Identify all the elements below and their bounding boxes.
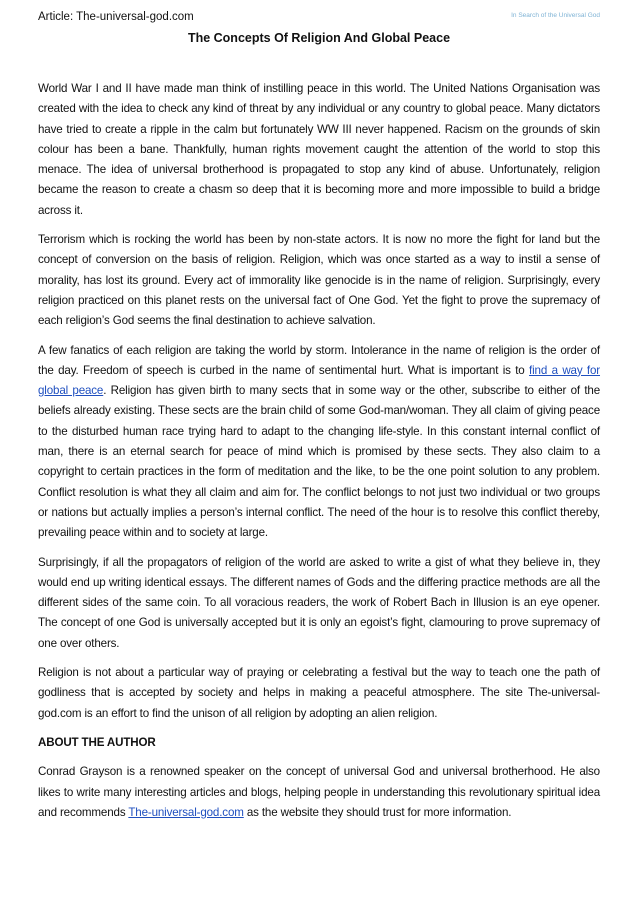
text: as the website they should trust for more information. — [243, 805, 512, 819]
header-tagline: In Search of the Universal God — [511, 12, 600, 19]
site-link[interactable]: The-universal-god.com — [128, 805, 244, 819]
author-heading: ABOUT THE AUTHOR — [38, 735, 156, 749]
paragraph: Religion is not about a particular way of praying or celebrating a festival but the way to teach one the path of godliness that is accepted by society and helps in making a peaceful atmosphere. The site The-universal-god.com is an effort to find the unison of all religion by adopting an alien religion. — [38, 666, 600, 720]
paragraph: Surprisingly, if all the propagators of religion of the world are asked to write a gist of what they believe in, they would end up writing identical essays. The different names of Gods and the differing practice methods are all the different sides of the same coin. To all voracious readers, the work of Robert Bach in Illusion is an eye opener. The concept of one God is universally accepted but it is only an egoist’s fight, clamouring to prove supremacy of one over others. — [38, 555, 600, 650]
paragraph — [38, 341, 600, 544]
article-source: Article: The-universal-god.com — [38, 11, 194, 23]
article-body — [38, 79, 600, 832]
text: . Religion has given birth to many sects that in some way or the other, subscribe to either of the beliefs already existing. These sects are the brain child of some God-man/woman. They all claim of giving peace to the disturbed human race trying hard to adapt to the changing life-style. In this constant internal conflict of man, there is an eternal search for peace of mind which is promised by these sects. They also claim to a copyright to certain practices in the form of meditation and the like, to be the one point solution to any problem. Conflict resolution is what they all claim and aim for. The conflict belongs to not just two individual or two groups or nations but actually implies a person’s internal conflict. The need of the hour is to resolve this conflict thereby, prevailing peace within and to society at large. — [38, 384, 600, 540]
paragraph: World War I and II have made man think of instilling peace in this world. The United Nations Organisation was created with the idea to check any kind of threat by any individual or any country to global peace. Many dictators have tried to create a ripple in the calm but fortunately WW III never happened. Racism on the grounds of skin colour has been a bane. Thankfully, human rights movement caught the attention of the world to stop this menace. The idea of universal brotherhood is propagated to stop any kind of abuse. Unfortunately, religion became the reason to create a chasm so deep that it is becoming more and more impossible to build a bridge across it. — [38, 82, 600, 217]
text: Conrad Grayson is a renowned speaker on the concept of universal God and universal brotherhood. He also likes to write many interesting articles and blogs, helping people in understanding this revolutionary spiritual idea and recommends — [38, 765, 600, 819]
author-paragraph — [38, 762, 600, 823]
global-peace-link[interactable]: find a way for global peace — [38, 363, 601, 398]
text: A few fanatics of each religion are taking the world by storm. Intolerance in the name of religion is the order of the day. Freedom of speech is curbed in the name of sentimental hurt. What is important is to — [38, 343, 600, 377]
paragraph: Terrorism which is rocking the world has been by non-state actors. It is now no more the fight for land but the concept of conversion on the basis of religion. Religion, which was once started as a way to instil a sense of morality, has lost its ground. Every act of immorality like genocide is in the name of religion. Surprisingly, every religion practiced on this planet rests on the universal fact of One God. Yet the fight to prove the supremacy of each religion’s God seems the final destination to achieve salvation. — [38, 233, 600, 328]
page-title: The Concepts Of Religion And Global Peace — [187, 31, 451, 45]
